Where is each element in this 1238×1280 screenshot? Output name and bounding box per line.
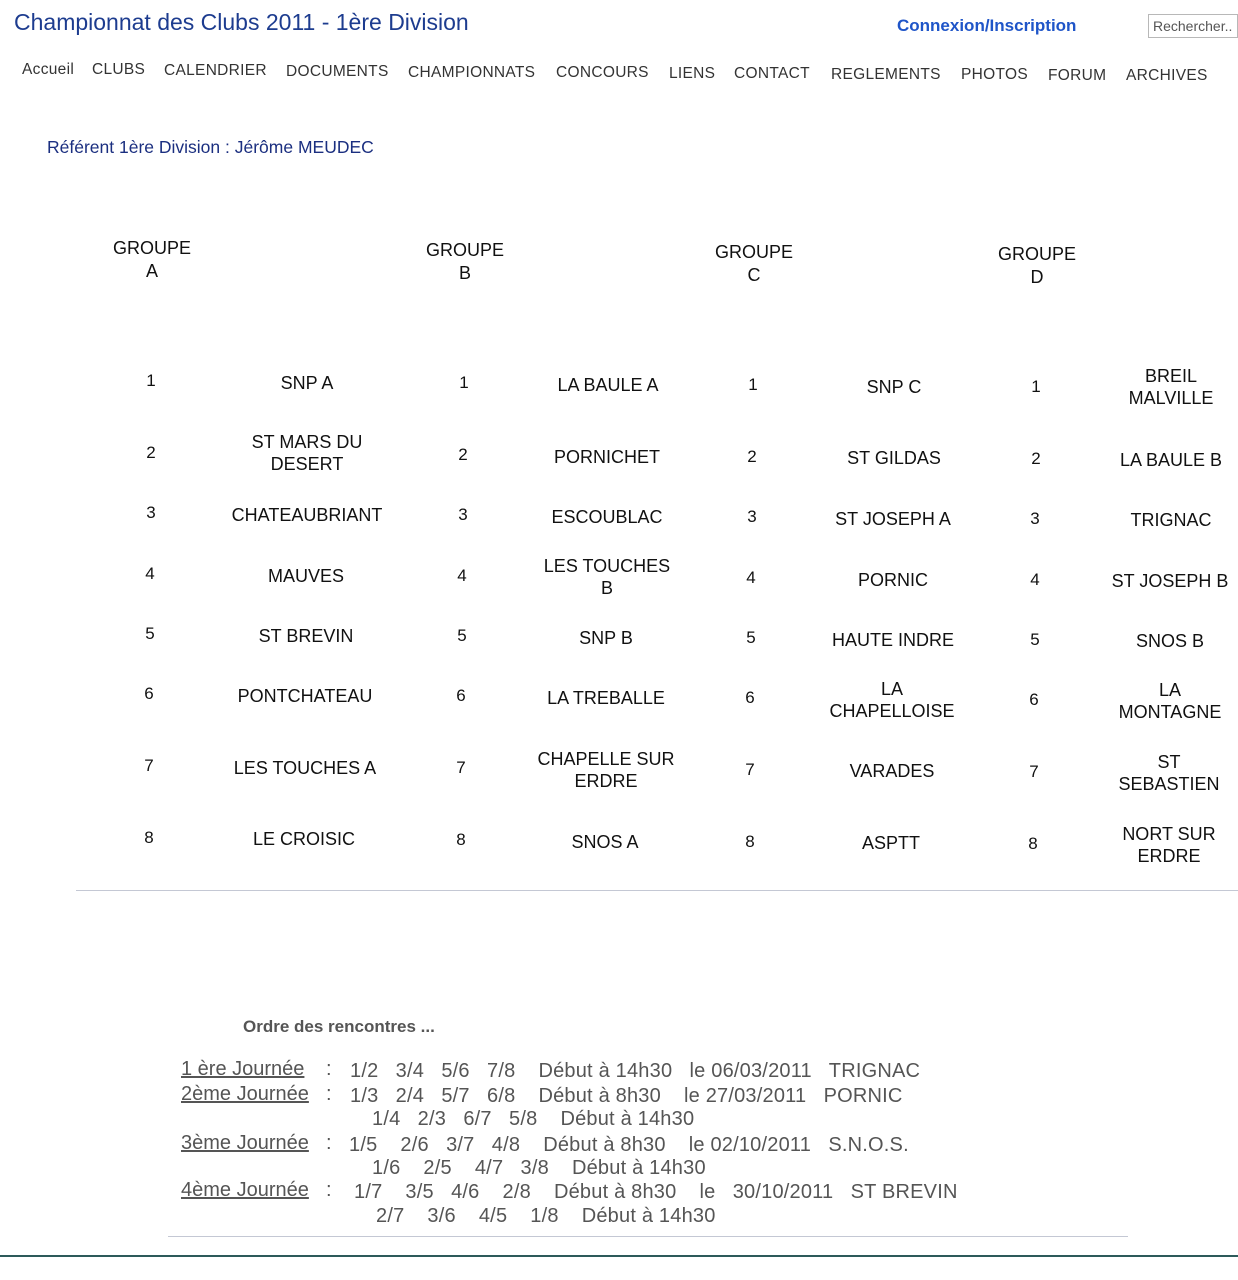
day-2-line: 1/3 2/4 5/7 6/8 Début à 8h30 le 27/03/2011 PORNIC (350, 1085, 903, 1107)
group-d-team: LA BAULE B (1119, 450, 1223, 470)
day-colon: : (326, 1179, 332, 1201)
group-c-rank: 1 (748, 375, 758, 394)
group-d-team: TRIGNAC (1130, 510, 1212, 530)
group-header-letter: D (1030, 267, 1044, 287)
group-c-rank: 3 (747, 507, 757, 526)
group-d-rank: 8 (1028, 834, 1038, 853)
group-d-team: ST SEBASTIEN (1118, 752, 1220, 794)
footer-rule (0, 1255, 1238, 1257)
group-c-team: ASPTT (861, 833, 920, 853)
group-d-team: BREIL MALVILLE (1128, 366, 1214, 408)
schedule-title: Ordre des rencontres ... (243, 1017, 435, 1036)
group-b-team: SNOS A (571, 832, 639, 852)
group-d-team: ST JOSEPH B (1111, 571, 1229, 591)
schedule-divider (168, 1236, 1128, 1237)
group-b-team: LES TOUCHES B (543, 556, 671, 598)
group-a-rank: 2 (146, 443, 156, 462)
group-b-rank: 8 (456, 830, 466, 849)
group-a-team: LE CROISIC (252, 829, 356, 849)
group-a-team: ST BREVIN (258, 626, 354, 646)
day-4-line: 2/7 3/6 4/5 1/8 Début à 14h30 (376, 1205, 716, 1227)
group-b-team: PORNICHET (553, 447, 660, 467)
group-b-team: SNP B (579, 628, 633, 648)
group-header-word: GROUPE (425, 240, 504, 260)
group-header-d (977, 243, 1097, 289)
group-d-rank: 7 (1029, 762, 1039, 781)
group-c-team: SNP C (866, 377, 922, 397)
group-c-rank: 7 (745, 760, 755, 779)
nav-item-accueil[interactable]: Accueil (22, 61, 75, 78)
group-c-team: HAUTE INDRE (831, 630, 954, 650)
nav-item-championnats[interactable]: CHAMPIONNATS (408, 64, 536, 81)
group-a-team: ST MARS DU DESERT (251, 432, 363, 474)
nav-item-calendrier[interactable]: CALENDRIER (164, 62, 267, 79)
group-b-rank: 6 (456, 686, 466, 705)
group-c-rank: 6 (745, 688, 755, 707)
group-header-word: GROUPE (714, 242, 793, 262)
nav-item-liens[interactable]: LIENS (669, 65, 716, 82)
group-c-rank: 4 (746, 568, 756, 587)
group-c-team: ST JOSEPH A (835, 509, 951, 529)
group-header-letter: A (145, 261, 158, 281)
day-colon: : (326, 1083, 332, 1105)
group-a-rank: 5 (145, 624, 155, 643)
group-a-team: PONTCHATEAU (237, 686, 373, 706)
group-a-rank: 3 (146, 503, 156, 522)
group-a-rank: 6 (144, 684, 154, 703)
group-c-team: PORNIC (857, 570, 928, 590)
group-a-team: SNP A (280, 373, 334, 393)
group-b-team: CHAPELLE SUR ERDRE (537, 749, 675, 791)
group-a-rank: 8 (144, 828, 154, 847)
nav-item-archives[interactable]: ARCHIVES (1126, 67, 1208, 84)
group-header-c (694, 241, 814, 287)
day-2-label: 2ème Journée (181, 1083, 309, 1105)
group-header-word: GROUPE (112, 238, 191, 258)
group-a-team: LES TOUCHES A (233, 758, 377, 778)
group-c-team: LA CHAPELLOISE (829, 679, 955, 721)
group-b-rank: 7 (456, 758, 466, 777)
day-1-line: 1/2 3/4 5/6 7/8 Début à 14h30 le 06/03/2011 TRIGNAC (350, 1060, 921, 1082)
day-3-line: 1/5 2/6 3/7 4/8 Début à 8h30 le 02/10/2011 S.N.O.S. (349, 1134, 909, 1156)
group-d-team: NORT SUR ERDRE (1122, 824, 1216, 866)
group-header-word: GROUPE (997, 244, 1076, 264)
day-3-line: 1/6 2/5 4/7 3/8 Début à 14h30 (372, 1157, 706, 1179)
nav-item-photos[interactable]: PHOTOS (961, 66, 1028, 83)
group-b-team: ESCOUBLAC (551, 507, 663, 527)
day-4-label: 4ème Journée (181, 1179, 309, 1201)
group-b-rank: 4 (457, 566, 467, 585)
group-d-rank: 1 (1031, 377, 1041, 396)
group-header-b (405, 239, 525, 285)
group-d-rank: 6 (1029, 690, 1039, 709)
group-header-letter: B (458, 263, 471, 283)
group-d-rank: 3 (1030, 509, 1040, 528)
group-header-letter: C (747, 265, 761, 285)
group-c-team: ST GILDAS (847, 448, 941, 468)
section-divider (76, 890, 1238, 891)
search-input[interactable] (1148, 14, 1238, 38)
group-d-team: LA MONTAGNE (1118, 680, 1222, 722)
day-2-line: 1/4 2/3 6/7 5/8 Début à 14h30 (372, 1108, 695, 1130)
login-register-link[interactable]: Connexion/Inscription (897, 16, 1077, 35)
day-4-line: 1/7 3/5 4/6 2/8 Début à 8h30 le 30/10/2011 ST BREVIN (354, 1181, 958, 1203)
group-header-a (92, 237, 212, 283)
group-d-rank: 5 (1030, 630, 1040, 649)
day-3-label: 3ème Journée (181, 1132, 309, 1154)
group-b-rank: 3 (458, 505, 468, 524)
nav-item-concours[interactable]: CONCOURS (556, 64, 649, 81)
group-d-team: SNOS B (1135, 631, 1205, 651)
group-d-rank: 4 (1030, 570, 1040, 589)
group-b-team: LA TREBALLE (547, 688, 665, 708)
day-colon: : (326, 1058, 332, 1080)
referent-line: Référent 1ère Division : Jérôme MEUDEC (47, 137, 374, 157)
group-c-rank: 5 (746, 628, 756, 647)
group-d-rank: 2 (1031, 449, 1041, 468)
group-a-rank: 7 (144, 756, 154, 775)
group-a-rank: 4 (145, 564, 155, 583)
site-title: Championnat des Clubs 2011 - 1ère Division (14, 9, 469, 35)
day-1-label: 1 ère Journée (181, 1058, 305, 1080)
group-c-rank: 2 (747, 447, 757, 466)
group-a-team: MAUVES (267, 566, 345, 586)
group-a-team: CHATEAUBRIANT (231, 505, 383, 525)
day-colon: : (326, 1132, 332, 1154)
nav-item-forum[interactable]: FORUM (1048, 67, 1107, 84)
group-b-rank: 5 (457, 626, 467, 645)
nav-item-reglements[interactable]: REGLEMENTS (831, 66, 941, 83)
nav-item-documents[interactable]: DOCUMENTS (286, 63, 389, 80)
group-a-rank: 1 (146, 371, 156, 390)
group-b-rank: 2 (458, 445, 468, 464)
nav-item-contact[interactable]: CONTACT (734, 65, 810, 82)
group-c-team: VARADES (849, 761, 935, 781)
group-b-team: LA BAULE A (557, 375, 659, 395)
nav-item-clubs[interactable]: CLUBS (92, 61, 146, 78)
group-b-rank: 1 (459, 373, 469, 392)
group-c-rank: 8 (745, 832, 755, 851)
